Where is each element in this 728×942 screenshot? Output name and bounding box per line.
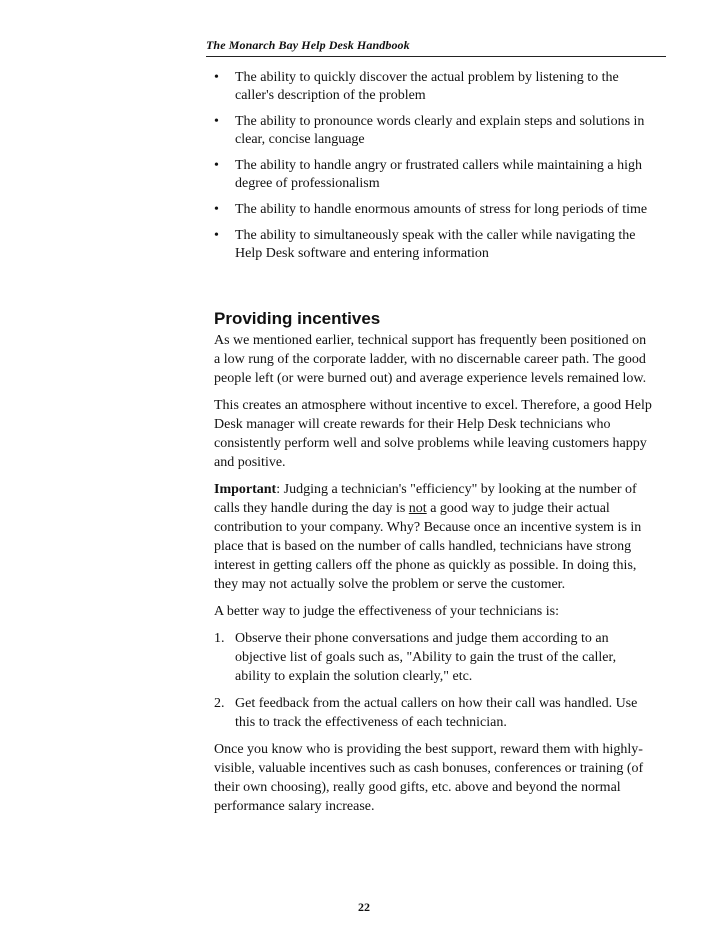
emphasis-not: not <box>408 501 427 516</box>
list-item: 2. Get feedback from the actual callers on how their call was handled. Use this to track the effectiveness of each technician. <box>214 696 638 730</box>
paragraph: As we mentioned earlier, technical support has frequently been positioned on a low rung of the corporate ladder, with no discernable career path. The good people left (or were burned out) and average experience levels remained low. <box>214 333 647 386</box>
list-item: • The ability to simultaneously speak with the caller while navigating the Help Desk software and entering information <box>214 228 636 261</box>
bullet-list <box>214 69 654 271</box>
header-rule <box>206 56 666 57</box>
bullet-icon: • <box>214 114 219 129</box>
list-item: • The ability to quickly discover the actual problem by listening to the caller's description of the problem <box>214 70 619 103</box>
list-item: • The ability to handle angry or frustrated callers while maintaining a high degree of professionalism <box>214 158 643 191</box>
paragraph: This creates an atmosphere without incentive to excel. Therefore, a good Help Desk manager will create rewards for their Help Desk technicians who consistently perform well and solve problems while leaving customers happy and positive. <box>214 398 652 470</box>
list-item: • The ability to handle enormous amounts of stress for long periods of time <box>214 202 648 217</box>
section-body <box>214 331 654 824</box>
page-number: 22 <box>358 900 370 914</box>
important-label: Important <box>214 482 277 497</box>
paragraph: Once you know who is providing the best support, reward them with highly-visible, valuable incentives such as cash bonuses, conferences or training (of their own choosing), really good gifts, etc. above and beyond the normal performance salary increase. <box>214 742 644 814</box>
bullet-icon: • <box>214 202 219 217</box>
bullet-icon: • <box>214 158 219 173</box>
bullet-icon: • <box>214 70 219 85</box>
running-header: The Monarch Bay Help Desk Handbook <box>206 38 410 52</box>
bullet-icon: • <box>214 228 219 243</box>
list-item: 1. Observe their phone conversations and judge them according to an objective list of goals such as, "Ability to gain the trust of the caller, ability to explain the solution clearly," etc. <box>214 631 617 684</box>
important-paragraph: Important: Judging a technician's "efficiency" by looking at the number of calls they handle during the day is not a good way to judge their actual contribution to your company. Why? Because once an incentive system is in place that is based on the number of calls handled, technicians have strong interest in getting callers off the phone as quickly as possible. In doing this, they may not actually solve the problem or serve the customer. <box>214 482 642 592</box>
paragraph: A better way to judge the effectiveness of your technicians is: <box>214 604 559 619</box>
numbered-list <box>214 629 654 732</box>
section-heading: Providing incentives <box>214 309 381 328</box>
list-item: • The ability to pronounce words clearly and explain steps and solutions in clear, concise language <box>214 114 645 147</box>
